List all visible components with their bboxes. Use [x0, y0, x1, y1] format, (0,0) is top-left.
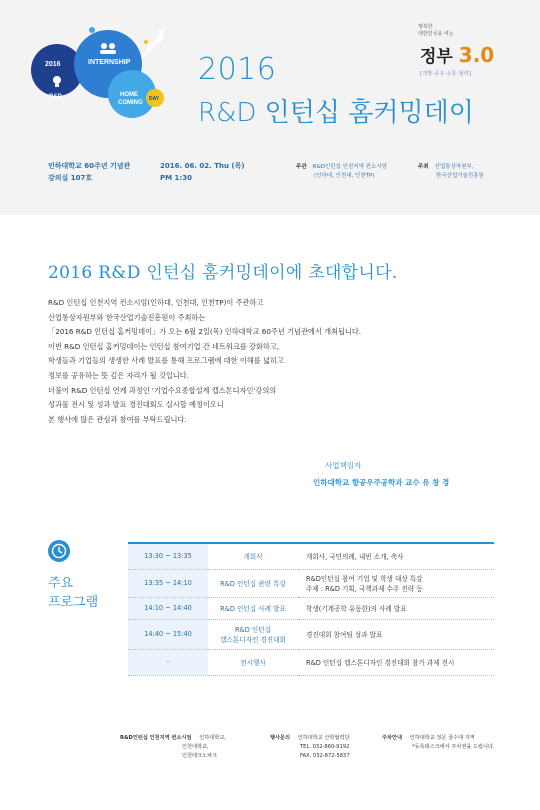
footer-parking-line-1: 인하대학교 정문 골수대 지역 [409, 735, 475, 741]
footer-contact-line-1: 인하대학교 산학협력단 [297, 735, 350, 741]
program-item-line: R&D 인턴십 [234, 626, 271, 634]
signature-name: 인하대학교 항공우주공학과 교수 유 창 경 [313, 478, 450, 487]
body-line: 성과물 전시 및 성과 발표 경진대회도 실시할 예정이오니 [48, 400, 224, 410]
logo-rd: R&D [49, 94, 62, 100]
date-line-2: PM 1:30 [160, 174, 192, 182]
program-item: R&D 인턴십 사례 발표 [208, 597, 298, 619]
program-desc [298, 569, 494, 597]
body-line: 이번 R&D 인턴십 홈커밍데이는 인턴십 참여기업 간 네트워크를 강화하고, [48, 341, 280, 351]
program-item [208, 619, 298, 649]
body-line: 더불어 R&D 인턴십 연계 과정인 '기업수요종합설계 캡스톤디자인'강의의 [48, 385, 277, 395]
program-time: 13:35 ~ 14:10 [128, 569, 208, 597]
body-line: 「2016 R&D 인턴십 홈커밍데이」가 오는 6월 2일(목) 인하대학교 60주년 기념관에서 개최됩니다. [48, 327, 362, 337]
body-line: 학생들과 기업들의 생생한 사례 발표를 통해 프로그램에 대한 이해를 넓히고 [48, 356, 284, 366]
program-desc-line: R&D인턴십 참여 기업 및 학생 대상 특강 [306, 575, 423, 583]
footer-contact [270, 734, 350, 761]
program-item: 개회식 [208, 543, 298, 569]
logo-coming: COMING [118, 100, 143, 106]
program-heading [48, 574, 98, 612]
gov-tagline-2: 대한민국을 여는 [418, 31, 454, 37]
program-time: - [128, 649, 208, 675]
footer-consortium-label: R&D인턴십 인천지역 컨소시엄 [120, 735, 192, 741]
invitation-body [48, 296, 508, 427]
program-time: 14:10 ~ 14:40 [128, 597, 208, 619]
table-row [128, 569, 494, 597]
table-row [128, 543, 494, 569]
footer-contact-line-2: TEL. 032-860-9192 [300, 744, 350, 750]
table-row [128, 619, 494, 649]
signature-role: 사업책임자 [325, 461, 362, 470]
invitation-heading: 2016 R&D 인턴십 홈커밍데이에 초대합니다. [48, 263, 398, 283]
program-table [128, 542, 494, 676]
dot-yellow [144, 40, 148, 44]
body-line: 산업통상자원부와 한국산업기술진흥원이 주최하는 [48, 312, 206, 322]
program-desc: 학생(기계공학 유동한)의 사례 발표 [298, 597, 494, 619]
host-line-1: R&D인턴십 인천지역 컨소시엄 [312, 164, 387, 170]
program-item: 전시행사 [208, 649, 298, 675]
date-line-1: 2016. 06. 02. Thu (목) [160, 162, 245, 170]
venue-line-2: 강의실 107호 [48, 174, 93, 182]
gov-logo [420, 42, 494, 67]
host-line-2: (인하대, 인천대, 인천TP) [314, 173, 375, 179]
table-row [128, 597, 494, 619]
footer-parking-label: 주차안내 [382, 735, 403, 741]
footer-contact-line-3: FAX. 032-872-5837 [300, 753, 350, 759]
gov-logo-num: 3.0 [458, 43, 495, 67]
event-date [160, 160, 245, 184]
logo-home: HOME [120, 92, 138, 98]
title-year: 2016 [198, 52, 277, 87]
venue-line-1: 인하대학교 60주년 기념관 [48, 162, 131, 170]
program-heading-2: 프로그램 [48, 595, 99, 610]
program-desc: 경진대회 참여팀 성과 발표 [298, 619, 494, 649]
header-banner [0, 0, 540, 215]
logo-internship: INTERNSHIP [88, 59, 131, 66]
gov-slogan: [개방·공유·소통·협력] [420, 71, 472, 77]
footer-consortium-line-1: 인하대학교, [199, 735, 226, 741]
logo-day: DAY [149, 96, 160, 102]
body-line: R&D 인턴십 인천지역 컨소시엄(인하대, 인천대, 인천TP)이 주관하고 [48, 298, 264, 307]
gov-tagline [418, 24, 478, 38]
dot-blue [89, 27, 95, 33]
body-line: 본 행사에 많은 관심과 참여를 부탁드립니다. [48, 414, 187, 424]
program-item-line: 캡스톤디자인 경진대회 [220, 636, 286, 644]
gov-tagline-1: 행복한 [418, 24, 433, 30]
table-row [128, 649, 494, 675]
clock-icon [48, 540, 70, 562]
footer-consortium [120, 734, 226, 761]
event-logo [30, 22, 180, 122]
program-desc: R&D 인턴십 캡스톤디자인 경진대회 참가 과제 전시 [298, 649, 494, 675]
program-desc: 개회사, 국민의례, 내빈 소개, 축사 [298, 543, 494, 569]
host-label: 주관 [296, 164, 307, 170]
sponsor-line-2: 한국산업기술진흥원 [436, 173, 484, 179]
footer-parking [382, 734, 495, 752]
footer-consortium-line-3: 인천테크노파크 [182, 753, 218, 759]
event-venue [48, 160, 130, 184]
gov-logo-text: 정부 [420, 47, 453, 67]
body-line: 정보를 공유하는 뜻 깊은 자리가 될 것입니다. [48, 370, 189, 380]
program-time: 13:30 ~ 13:35 [128, 543, 208, 569]
footer-parking-line-2: *등록데스크에서 주차권을 드립니다. [412, 744, 495, 750]
event-sponsor [418, 163, 484, 181]
event-host [296, 163, 387, 181]
sponsor-label: 주최 [418, 164, 429, 170]
program-desc-line: 주제 : R&D 기획, 국책과제 수주 전략 등 [306, 585, 423, 593]
program-heading-1: 주요 [48, 576, 74, 591]
program-time: 14:40 ~ 15:40 [128, 619, 208, 649]
page-title: R&D 인턴십 홈커밍데이 [198, 98, 474, 128]
program-item: R&D 인턴십 관련 특강 [208, 569, 298, 597]
footer-consortium-line-2: 인천대학교, [182, 744, 209, 750]
logo-year: 2016 [45, 61, 61, 68]
sponsor-line-1: 산업통상자원부, [434, 164, 474, 170]
footer-contact-label: 행사문의 [270, 735, 291, 741]
